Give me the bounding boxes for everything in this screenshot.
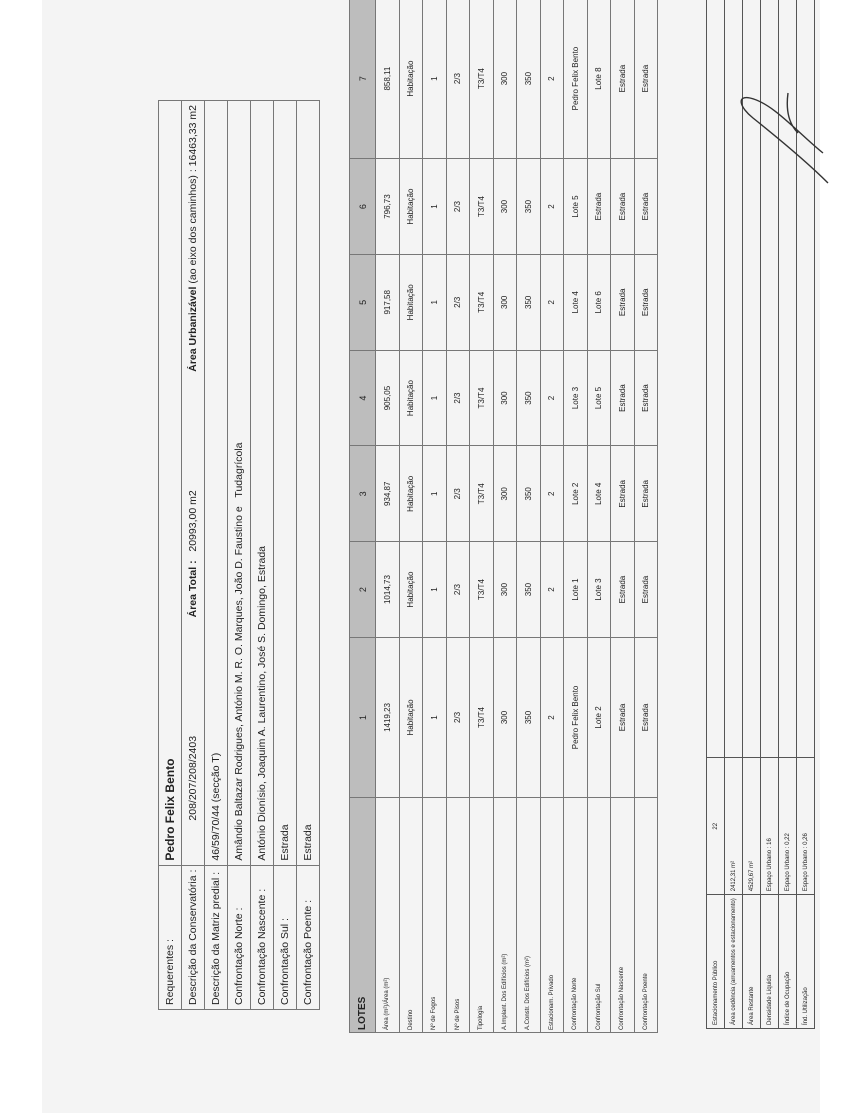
lotes-cell: 350	[517, 159, 541, 255]
sul-value: Estrada	[274, 101, 297, 866]
lotes-row-label: Tipologia	[470, 798, 494, 1033]
lotes-cell: Lote 3	[564, 350, 588, 446]
lotes-cell: Estrada	[634, 542, 658, 638]
lote-number: 3	[350, 446, 376, 542]
lotes-cell: 350	[517, 0, 541, 159]
signature-mark	[728, 83, 848, 193]
lotes-cell: Lote 6	[587, 254, 611, 350]
lotes-cell: Habitação	[399, 542, 423, 638]
summary-row	[707, 0, 725, 1029]
lote-number: 1	[350, 637, 376, 797]
nascente-value: António Dionísio, Joaquim A. Laurentino, José S. Domingo, Estrada	[251, 101, 274, 866]
matriz-label: Descrição da Matriz predial :	[205, 865, 228, 1009]
lotes-row-label: Confrontação Nascente	[611, 798, 635, 1033]
sul-row	[274, 101, 297, 1010]
lotes-cell: Lote 2	[587, 637, 611, 797]
lotes-cell: 2	[540, 254, 564, 350]
lotes-cell: Estrada	[587, 159, 611, 255]
lotes-cell: Estrada	[611, 0, 635, 159]
scanned-page	[42, 0, 820, 1113]
lote-number: 6	[350, 159, 376, 255]
lotes-row	[470, 0, 494, 1033]
lotes-cell: Estrada	[611, 446, 635, 542]
lotes-cell: 1	[423, 0, 447, 159]
area-total-value: 20993,00 m2	[187, 490, 199, 552]
sul-label: Confrontação Sul :	[274, 865, 297, 1009]
lotes-row-label: Nº de Fogos	[423, 798, 447, 1033]
lotes-cell: 2	[540, 542, 564, 638]
summary-blank	[707, 0, 725, 758]
lotes-title: LOTES	[350, 798, 376, 1033]
lotes-cell: 300	[493, 446, 517, 542]
lotes-cell: 2/3	[446, 446, 470, 542]
summary-value: 22	[707, 758, 725, 895]
lotes-cell: Estrada	[611, 637, 635, 797]
lote-number: 5	[350, 254, 376, 350]
lotes-cell: 905,05	[376, 350, 400, 446]
lotes-row	[423, 0, 447, 1033]
lotes-cell: 1419,23	[376, 637, 400, 797]
matriz-value: 46/59/70/44 (secção T)	[205, 101, 228, 866]
nascente-row	[251, 101, 274, 1010]
lotes-cell: Lote 2	[564, 446, 588, 542]
lotes-cell: Estrada	[634, 350, 658, 446]
lote-number: 2	[350, 542, 376, 638]
lotes-row	[399, 0, 423, 1033]
requerente-value: Pedro Felix Bento	[159, 101, 182, 866]
lotes-row-label: Nº de Pisos	[446, 798, 470, 1033]
lotes-cell: Lote 3	[587, 542, 611, 638]
lotes-row	[564, 0, 588, 1033]
requerente-label: Requerentes :	[159, 865, 182, 1009]
lotes-row-label: Confrontação Poente	[634, 798, 658, 1033]
lotes-cell: T3/T4	[470, 350, 494, 446]
lotes-row-label: A.Implant. Dos Edifícios (m²)	[493, 798, 517, 1033]
lotes-cell: 858,11	[376, 0, 400, 159]
lotes-cell: Estrada	[611, 542, 635, 638]
lotes-cell: Habitação	[399, 637, 423, 797]
lotes-row-label: Área (m²)/Área (m²)	[376, 798, 400, 1033]
lotes-row-label: Confrontação Norte	[564, 798, 588, 1033]
lotes-cell: Estrada	[634, 254, 658, 350]
lotes-cell: Estrada	[634, 446, 658, 542]
lotes-cell: 2	[540, 159, 564, 255]
lotes-cell: Pedro Felix Bento	[564, 0, 588, 159]
lotes-cell: Estrada	[634, 159, 658, 255]
lotes-cell: 2/3	[446, 254, 470, 350]
lote-number: 7	[350, 0, 376, 159]
lotes-row	[376, 0, 400, 1033]
lotes-cell: 300	[493, 254, 517, 350]
lotes-cell: 2	[540, 350, 564, 446]
lotes-row	[446, 0, 470, 1033]
lotes-row-label: Confrontação Sul	[587, 798, 611, 1033]
lotes-cell: Estrada	[634, 637, 658, 797]
lotes-cell: T3/T4	[470, 542, 494, 638]
summary-label: Área Restante	[743, 895, 761, 1029]
summary-value: 4529,67 m²	[743, 758, 761, 895]
lotes-cell: T3/T4	[470, 637, 494, 797]
lotes-cell: Habitação	[399, 159, 423, 255]
lotes-cell: 1	[423, 637, 447, 797]
area-urbanizavel-value: 16463,33 m2	[187, 105, 199, 167]
lotes-row-label: A.Constr. Dos Edifícios (m²)	[517, 798, 541, 1033]
lotes-row	[587, 0, 611, 1033]
lotes-cell: 2/3	[446, 350, 470, 446]
lotes-cell: T3/T4	[470, 446, 494, 542]
norte-value-2: Tudagrícola	[233, 442, 245, 498]
lotes-cell: 934,87	[376, 446, 400, 542]
summary-value: Espaço Urbano : 16	[761, 758, 779, 895]
lotes-cell: Lote 1	[564, 542, 588, 638]
header-table	[158, 100, 320, 1010]
lotes-cell: Lote 5	[587, 350, 611, 446]
area-total-label: Área Total :	[187, 560, 199, 618]
lotes-cell: Lote 4	[564, 254, 588, 350]
summary-value: Espaço Urbano : 0,22	[779, 758, 797, 895]
area-urbanizavel-note: (ao eixo dos caminhos) :	[187, 169, 199, 284]
summary-label: Índ. Utilização	[797, 895, 815, 1029]
lotes-cell: 2/3	[446, 542, 470, 638]
norte-value: Amândio Baltazar Rodrigues, António M. R. O. Marques, João D. Faustino e	[233, 506, 245, 861]
matriz-row	[205, 101, 228, 1010]
lotes-cell: T3/T4	[470, 254, 494, 350]
lotes-cell: 796,73	[376, 159, 400, 255]
lotes-row	[517, 0, 541, 1033]
lotes-cell: Habitação	[399, 254, 423, 350]
lotes-cell: 300	[493, 159, 517, 255]
lotes-cell: 1	[423, 350, 447, 446]
conservatoria-value: 208/207/208/2403	[187, 735, 199, 821]
lotes-cell: 1014,73	[376, 542, 400, 638]
poente-label: Confrontação Poente :	[297, 865, 320, 1009]
lotes-cell: 2	[540, 637, 564, 797]
lotes-row-label: Destino	[399, 798, 423, 1033]
lotes-cell: 350	[517, 350, 541, 446]
rotated-content	[42, 0, 860, 1113]
lotes-cell: Habitação	[399, 350, 423, 446]
norte-label: Confrontação Norte :	[228, 865, 251, 1009]
summary-value: Espaço Urbano : 0,26	[797, 758, 815, 895]
lotes-cell: 1	[423, 542, 447, 638]
conservatoria-label: Descrição da Conservatória :	[182, 865, 205, 1009]
lotes-row	[634, 0, 658, 1033]
norte-row	[228, 101, 251, 1010]
lotes-cell: 350	[517, 637, 541, 797]
lotes-cell: Lote 5	[564, 159, 588, 255]
lotes-cell: 1	[423, 446, 447, 542]
lotes-cell: T3/T4	[470, 159, 494, 255]
lotes-cell: 300	[493, 0, 517, 159]
lotes-cell: 350	[517, 542, 541, 638]
lotes-cell: 2	[540, 446, 564, 542]
requerente-row	[159, 101, 182, 1010]
lotes-cell: T3/T4	[470, 0, 494, 159]
lotes-cell: 2/3	[446, 637, 470, 797]
lotes-cell: Habitação	[399, 0, 423, 159]
poente-value: Estrada	[297, 101, 320, 866]
lotes-cell: 300	[493, 637, 517, 797]
lotes-cell: Estrada	[611, 159, 635, 255]
lotes-cell: Lote 8	[587, 0, 611, 159]
lotes-cell: Lote 4	[587, 446, 611, 542]
lotes-cell: 300	[493, 350, 517, 446]
lotes-cell: 350	[517, 446, 541, 542]
lote-number: 4	[350, 350, 376, 446]
lotes-table	[349, 0, 658, 1033]
lotes-row	[493, 0, 517, 1033]
lotes-cell: 2/3	[446, 159, 470, 255]
summary-label: Densidade Líquida	[761, 895, 779, 1029]
lotes-cell: Estrada	[611, 350, 635, 446]
lotes-row	[540, 0, 564, 1033]
lotes-row	[611, 0, 635, 1033]
summary-label: Índice de Ocupação	[779, 895, 797, 1029]
conservatoria-row	[182, 101, 205, 1010]
lotes-cell: Habitação	[399, 446, 423, 542]
lotes-cell: 350	[517, 254, 541, 350]
summary-label: Estacionamento Público	[707, 895, 725, 1029]
lotes-header-row	[350, 0, 376, 1033]
lotes-cell: 300	[493, 542, 517, 638]
summary-label: Área cedência (arruamentos e estacionamento)	[725, 895, 743, 1029]
lotes-cell: 1	[423, 159, 447, 255]
summary-value: 2412,31 m²	[725, 758, 743, 895]
lotes-cell: 1	[423, 254, 447, 350]
area-urbanizavel-label: Área Urbanizável	[187, 286, 199, 372]
nascente-label: Confrontação Nascente :	[251, 865, 274, 1009]
lotes-cell: 2/3	[446, 0, 470, 159]
lotes-cell: Estrada	[611, 254, 635, 350]
poente-row	[297, 101, 320, 1010]
lotes-cell: 2	[540, 0, 564, 159]
lotes-cell: 917,58	[376, 254, 400, 350]
lotes-cell: Estrada	[634, 0, 658, 159]
lotes-cell: Pedro Felix Bento	[564, 637, 588, 797]
lotes-row-label: Estacionam. Privado	[540, 798, 564, 1033]
